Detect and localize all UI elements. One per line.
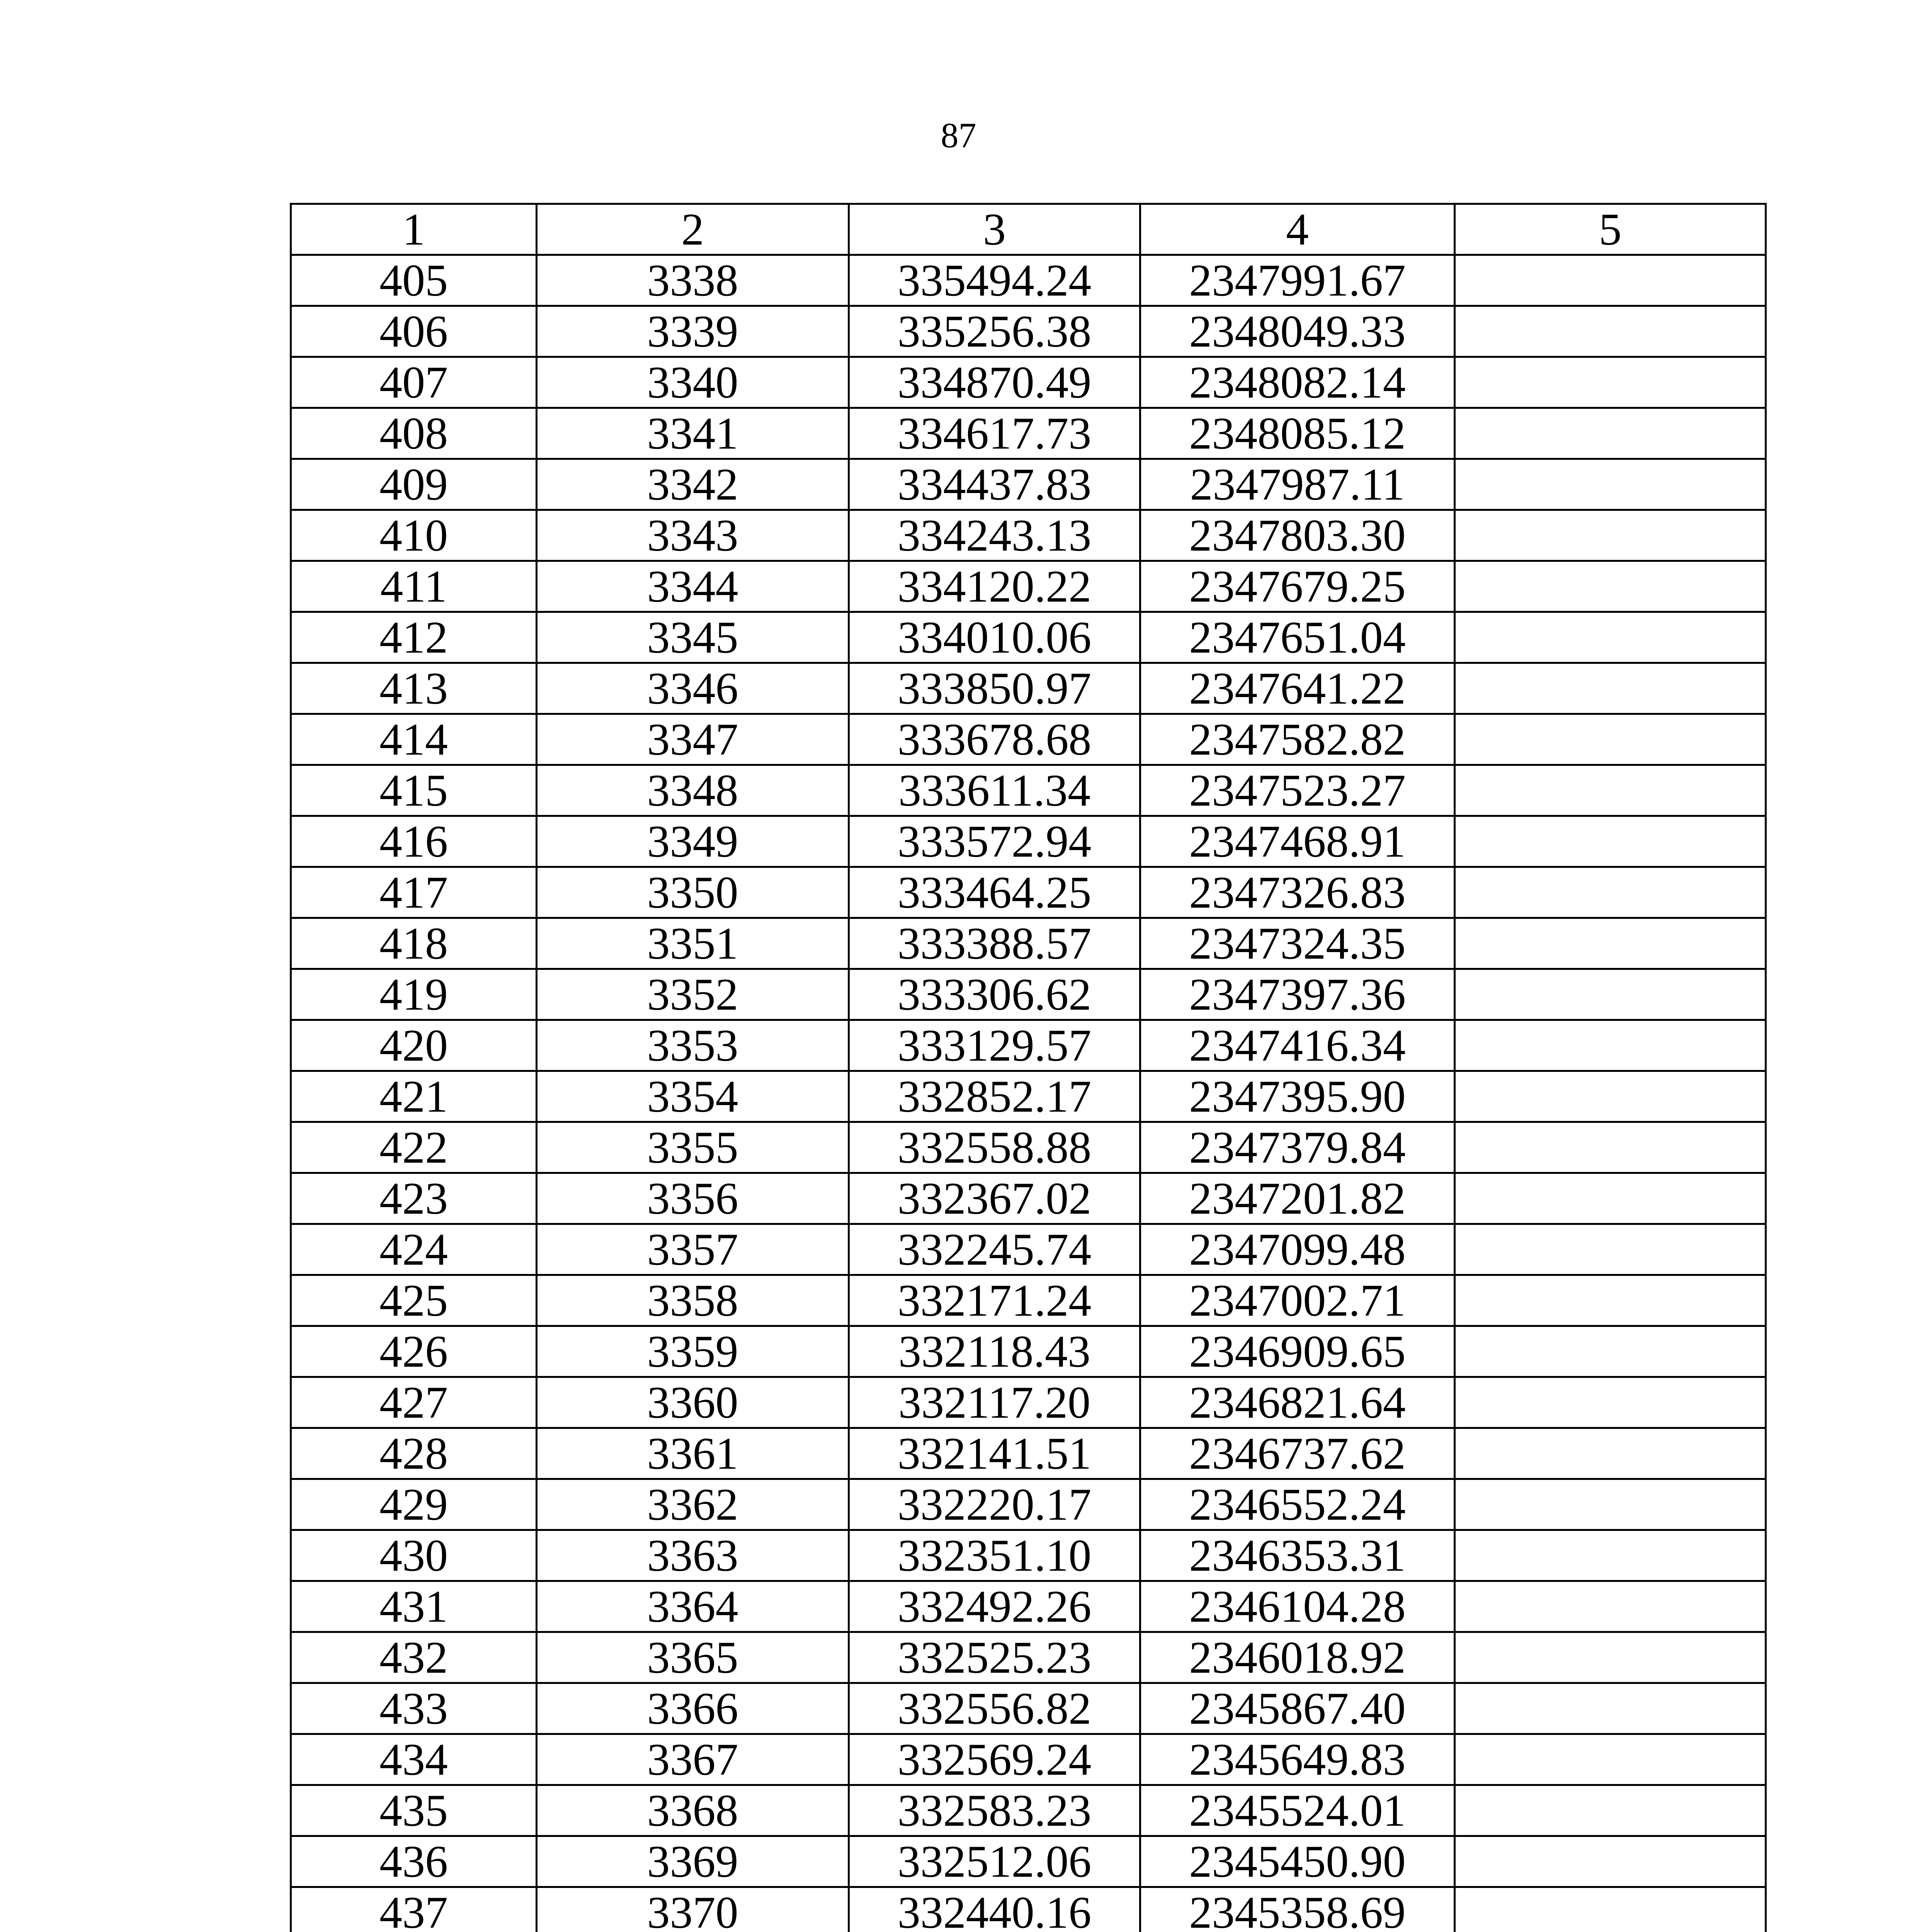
table-cell: 332367.02 — [849, 1173, 1140, 1224]
table-cell: 433 — [291, 1683, 537, 1734]
table-cell: 3340 — [537, 357, 849, 408]
table-cell — [1455, 969, 1766, 1020]
table-cell — [1455, 663, 1766, 714]
table-cell: 409 — [291, 459, 537, 510]
table-cell: 3369 — [537, 1836, 849, 1887]
table-cell — [1455, 1887, 1766, 1932]
table-cell: 334120.22 — [849, 561, 1140, 612]
table-cell: 333572.94 — [849, 816, 1140, 867]
table-cell: 333611.34 — [849, 765, 1140, 816]
table-row — [291, 1071, 1766, 1122]
table-cell: 407 — [291, 357, 537, 408]
table-cell — [1455, 459, 1766, 510]
table-row — [291, 1836, 1766, 1887]
table-cell: 432 — [291, 1632, 537, 1683]
table-cell: 425 — [291, 1275, 537, 1326]
table-cell — [1455, 408, 1766, 459]
table-cell: 415 — [291, 765, 537, 816]
table-cell — [1455, 1071, 1766, 1122]
table-row — [291, 1530, 1766, 1581]
table-row — [291, 357, 1766, 408]
table-cell: 3350 — [537, 867, 849, 918]
table-cell: 333388.57 — [849, 918, 1140, 969]
table-cell — [1455, 1683, 1766, 1734]
table-cell — [1455, 1785, 1766, 1836]
table-cell: 332245.74 — [849, 1224, 1140, 1275]
table-row — [291, 1377, 1766, 1428]
table-row — [291, 918, 1766, 969]
table-cell: 3360 — [537, 1377, 849, 1428]
table-cell — [1455, 255, 1766, 306]
column-header: 2 — [537, 204, 849, 255]
table-cell: 2346909.65 — [1140, 1326, 1455, 1377]
table-cell: 3343 — [537, 510, 849, 561]
table-cell — [1455, 1173, 1766, 1224]
table-cell — [1455, 714, 1766, 765]
table-cell — [1455, 561, 1766, 612]
table-cell: 3349 — [537, 816, 849, 867]
table-cell: 2345867.40 — [1140, 1683, 1455, 1734]
table-cell: 2345450.90 — [1140, 1836, 1455, 1887]
table-cell: 3345 — [537, 612, 849, 663]
table-cell: 3368 — [537, 1785, 849, 1836]
column-header: 4 — [1140, 204, 1455, 255]
table-cell: 332171.24 — [849, 1275, 1140, 1326]
table-cell: 422 — [291, 1122, 537, 1173]
table-cell: 2345649.83 — [1140, 1734, 1455, 1785]
table-cell: 335494.24 — [849, 255, 1140, 306]
table-cell: 437 — [291, 1887, 537, 1932]
table-cell: 2346737.62 — [1140, 1428, 1455, 1479]
table-cell: 2348082.14 — [1140, 357, 1455, 408]
table-cell: 3366 — [537, 1683, 849, 1734]
column-header: 1 — [291, 204, 537, 255]
table-cell — [1455, 867, 1766, 918]
table-cell: 3363 — [537, 1530, 849, 1581]
table-cell: 419 — [291, 969, 537, 1020]
table-cell: 333850.97 — [849, 663, 1140, 714]
table-row — [291, 306, 1766, 357]
table-row — [291, 612, 1766, 663]
table-cell: 423 — [291, 1173, 537, 1224]
table-cell: 405 — [291, 255, 537, 306]
table-cell: 2345358.69 — [1140, 1887, 1455, 1932]
table-cell: 3357 — [537, 1224, 849, 1275]
table-cell: 2347803.30 — [1140, 510, 1455, 561]
table-cell: 334010.06 — [849, 612, 1140, 663]
table-row — [291, 1479, 1766, 1530]
table-cell: 2347099.48 — [1140, 1224, 1455, 1275]
table-cell: 332852.17 — [849, 1071, 1140, 1122]
table-cell: 333464.25 — [849, 867, 1140, 918]
table-cell: 2347987.11 — [1140, 459, 1455, 510]
table-cell: 332558.88 — [849, 1122, 1140, 1173]
table-cell: 2347324.35 — [1140, 918, 1455, 969]
table-cell: 2347991.67 — [1140, 255, 1455, 306]
table-cell: 333678.68 — [849, 714, 1140, 765]
table-row — [291, 1785, 1766, 1836]
table-row — [291, 510, 1766, 561]
table-cell — [1455, 510, 1766, 561]
table-row — [291, 1224, 1766, 1275]
table-cell: 2347395.90 — [1140, 1071, 1455, 1122]
table-cell: 2348085.12 — [1140, 408, 1455, 459]
table-cell: 406 — [291, 306, 537, 357]
table-cell: 414 — [291, 714, 537, 765]
table-cell — [1455, 1224, 1766, 1275]
table-cell — [1455, 765, 1766, 816]
table-row — [291, 663, 1766, 714]
table-cell: 332351.10 — [849, 1530, 1140, 1581]
table-row — [291, 714, 1766, 765]
table-cell: 2347582.82 — [1140, 714, 1455, 765]
table-cell: 3365 — [537, 1632, 849, 1683]
table-cell: 3356 — [537, 1173, 849, 1224]
table-cell: 435 — [291, 1785, 537, 1836]
table-row — [291, 867, 1766, 918]
table-cell: 333306.62 — [849, 969, 1140, 1020]
table-cell: 332583.23 — [849, 1785, 1140, 1836]
table-cell: 421 — [291, 1071, 537, 1122]
table-cell: 2347416.34 — [1140, 1020, 1455, 1071]
table-cell: 427 — [291, 1377, 537, 1428]
table-cell — [1455, 357, 1766, 408]
table-cell: 2347523.27 — [1140, 765, 1455, 816]
table-cell — [1455, 1377, 1766, 1428]
table-cell — [1455, 1428, 1766, 1479]
table-cell: 332525.23 — [849, 1632, 1140, 1683]
table-cell: 430 — [291, 1530, 537, 1581]
table-row — [291, 765, 1766, 816]
table-cell: 2347641.22 — [1140, 663, 1455, 714]
table-cell: 436 — [291, 1836, 537, 1887]
table-cell: 3358 — [537, 1275, 849, 1326]
table-cell: 2347002.71 — [1140, 1275, 1455, 1326]
table-cell: 332556.82 — [849, 1683, 1140, 1734]
header-row — [291, 204, 1766, 255]
table-cell: 431 — [291, 1581, 537, 1632]
table-row — [291, 1581, 1766, 1632]
table-cell: 408 — [291, 408, 537, 459]
table-cell: 3351 — [537, 918, 849, 969]
table-cell: 434 — [291, 1734, 537, 1785]
table-cell: 2347379.84 — [1140, 1122, 1455, 1173]
table-cell: 418 — [291, 918, 537, 969]
table-row — [291, 1020, 1766, 1071]
table-cell: 2348049.33 — [1140, 306, 1455, 357]
table-cell: 332492.26 — [849, 1581, 1140, 1632]
table-cell: 332569.24 — [849, 1734, 1140, 1785]
table-cell: 2347679.25 — [1140, 561, 1455, 612]
table-row — [291, 969, 1766, 1020]
coordinates-table — [290, 203, 1767, 1932]
table-cell — [1455, 918, 1766, 969]
table-cell — [1455, 306, 1766, 357]
table-cell: 3348 — [537, 765, 849, 816]
column-header: 5 — [1455, 204, 1766, 255]
table-cell — [1455, 1275, 1766, 1326]
table-cell: 3347 — [537, 714, 849, 765]
table-cell — [1455, 816, 1766, 867]
table-cell — [1455, 1836, 1766, 1887]
table-cell — [1455, 1020, 1766, 1071]
table-cell — [1455, 612, 1766, 663]
table-cell: 2346104.28 — [1140, 1581, 1455, 1632]
column-header: 3 — [849, 204, 1140, 255]
table-row — [291, 1632, 1766, 1683]
table-cell: 3352 — [537, 969, 849, 1020]
table-cell — [1455, 1530, 1766, 1581]
table-cell: 2346821.64 — [1140, 1377, 1455, 1428]
table-cell — [1455, 1632, 1766, 1683]
table-row — [291, 1887, 1766, 1932]
table-cell: 3362 — [537, 1479, 849, 1530]
table-row — [291, 1326, 1766, 1377]
table-body — [291, 255, 1766, 1932]
table-row — [291, 1275, 1766, 1326]
table-cell: 420 — [291, 1020, 537, 1071]
table-cell: 3354 — [537, 1071, 849, 1122]
table-cell: 3353 — [537, 1020, 849, 1071]
table-cell: 334243.13 — [849, 510, 1140, 561]
table-cell — [1455, 1326, 1766, 1377]
table-cell: 2345524.01 — [1140, 1785, 1455, 1836]
table-cell: 412 — [291, 612, 537, 663]
table-cell: 3364 — [537, 1581, 849, 1632]
table-cell: 417 — [291, 867, 537, 918]
table-cell: 2347397.36 — [1140, 969, 1455, 1020]
table-cell: 332512.06 — [849, 1836, 1140, 1887]
table-cell: 3339 — [537, 306, 849, 357]
table-cell: 332440.16 — [849, 1887, 1140, 1932]
table-cell: 2347326.83 — [1140, 867, 1455, 918]
page-number: 87 — [941, 116, 976, 155]
table-cell: 3367 — [537, 1734, 849, 1785]
table-cell: 2347201.82 — [1140, 1173, 1455, 1224]
table-row — [291, 1683, 1766, 1734]
table-cell: 332117.20 — [849, 1377, 1140, 1428]
table-cell: 416 — [291, 816, 537, 867]
table-row — [291, 1734, 1766, 1785]
table-row — [291, 561, 1766, 612]
table-cell: 332141.51 — [849, 1428, 1140, 1479]
table-row — [291, 459, 1766, 510]
table-cell: 335256.38 — [849, 306, 1140, 357]
table-cell: 2346353.31 — [1140, 1530, 1455, 1581]
table-cell: 429 — [291, 1479, 537, 1530]
table-cell: 413 — [291, 663, 537, 714]
table-row — [291, 1173, 1766, 1224]
table-cell: 332118.43 — [849, 1326, 1140, 1377]
table-cell: 3359 — [537, 1326, 849, 1377]
table-cell: 426 — [291, 1326, 537, 1377]
table-row — [291, 1428, 1766, 1479]
table-cell: 2346018.92 — [1140, 1632, 1455, 1683]
table-row — [291, 1122, 1766, 1173]
table-cell: 424 — [291, 1224, 537, 1275]
table-cell: 3346 — [537, 663, 849, 714]
table-cell: 410 — [291, 510, 537, 561]
table-cell: 334437.83 — [849, 459, 1140, 510]
table-cell: 428 — [291, 1428, 537, 1479]
table-cell: 3341 — [537, 408, 849, 459]
table-cell: 3355 — [537, 1122, 849, 1173]
table-cell — [1455, 1734, 1766, 1785]
table-row — [291, 255, 1766, 306]
table-cell: 2347468.91 — [1140, 816, 1455, 867]
table-cell: 411 — [291, 561, 537, 612]
table-cell — [1455, 1122, 1766, 1173]
table-cell: 333129.57 — [849, 1020, 1140, 1071]
table-cell: 2346552.24 — [1140, 1479, 1455, 1530]
table-cell: 334870.49 — [849, 357, 1140, 408]
table-cell: 3370 — [537, 1887, 849, 1932]
table-row — [291, 408, 1766, 459]
table-cell: 3344 — [537, 561, 849, 612]
table-cell: 332220.17 — [849, 1479, 1140, 1530]
table-cell: 3361 — [537, 1428, 849, 1479]
table-cell — [1455, 1479, 1766, 1530]
table-cell — [1455, 1581, 1766, 1632]
table-cell: 3338 — [537, 255, 849, 306]
table-row — [291, 816, 1766, 867]
table-cell: 3342 — [537, 459, 849, 510]
table-cell: 334617.73 — [849, 408, 1140, 459]
table-cell: 2347651.04 — [1140, 612, 1455, 663]
